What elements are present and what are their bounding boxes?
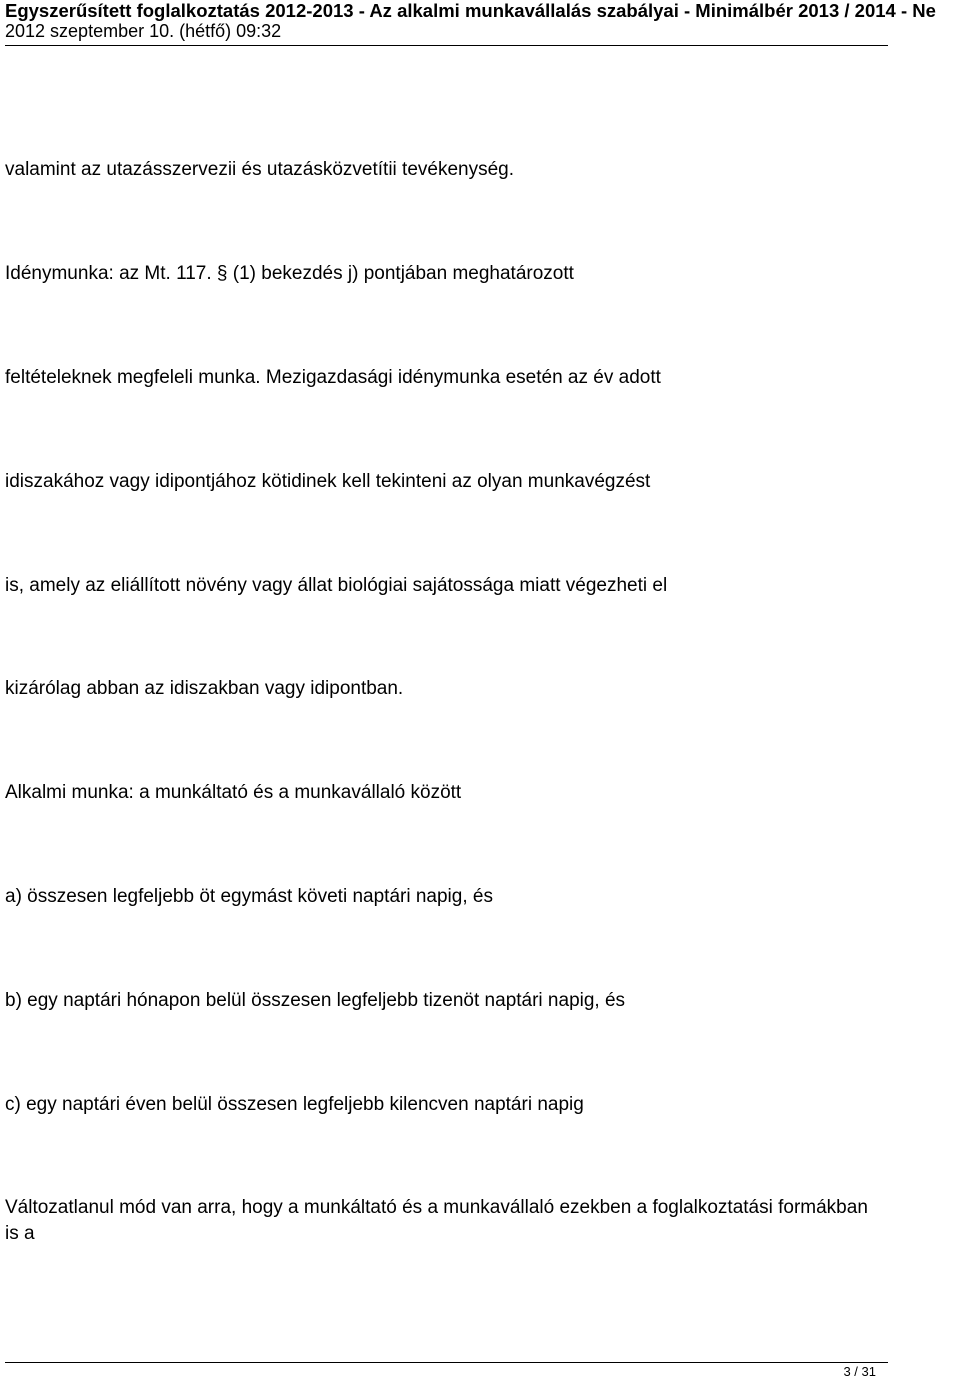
body-line-11: Változatlanul mód van arra, hogy a munkáltató és a munkavállaló ezekben a foglalkoztatási formákban is a (5, 1197, 868, 1244)
page-number: 3 / 31 (843, 1364, 876, 1379)
body-line-10: c) egy naptári éven belül összesen legfeljebb kilencven naptári napig (5, 1094, 584, 1115)
page-header (5, 0, 960, 48)
footer-divider (5, 1362, 888, 1363)
body-line-5: is, amely az eliállított növény vagy állat biológiai sajátossága miatt végezheti el (5, 575, 668, 596)
document-date: 2012 szeptember 10. (hétfő) 09:32 (5, 21, 282, 41)
body-line-8: a) összesen legfeljebb öt egymást követi naptári napig, és (5, 886, 493, 907)
document-title: Egyszerűsített foglalkoztatás 2012-2013 - Az alkalmi munkavállalás szabályai - Minimálbér 2013 / 2014 - Ne (5, 0, 936, 21)
body-line-7: Alkalmi munka: a munkáltató és a munkavállaló között (5, 782, 462, 803)
body-line-9: b) egy naptári hónapon belül összesen legfeljebb tizenöt naptári napig, és (5, 990, 626, 1011)
body-line-1: valamint az utazásszervezii és utazásközvetítii tevékenység. (5, 159, 515, 180)
body-line-2: Idénymunka: az Mt. 117. § (1) bekezdés j) pontjában meghatározott (5, 263, 574, 284)
body-line-6: kizárólag abban az idiszakban vagy idipontban. (5, 678, 404, 699)
body-line-3: feltételeknek megfeleli munka. Mezigazdasági idénymunka esetén az év adott (5, 367, 661, 388)
body-line-4: idiszakához vagy idipontjához kötidinek kell tekinteni az olyan munkavégzést (5, 471, 651, 492)
header-divider (5, 45, 888, 46)
